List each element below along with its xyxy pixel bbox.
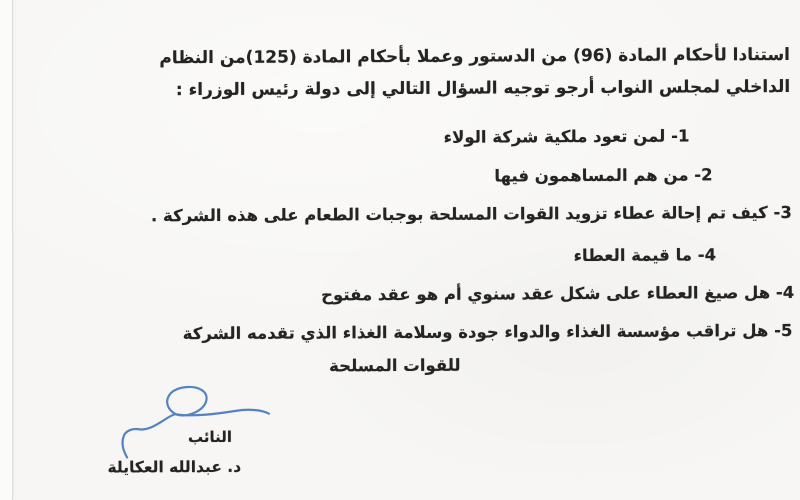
preamble-line-1: استنادا لأحكام المادة (96) من الدستور وعملا بأحكام المادة (125)من النظام xyxy=(159,44,791,69)
question-line-6: 5- هل تراقب مؤسسة الغذاء والدواء جودة وسلامة الغذاء الذي تقدمه الشركة xyxy=(182,320,793,344)
question-line-1: 1- لمن تعود ملكية شركة الولاء xyxy=(443,126,690,147)
signatory-name: د. عبدالله العكايلة xyxy=(107,457,242,477)
signatory-title: النائب xyxy=(187,427,233,447)
question-line-6-continuation: للقوات المسلحة xyxy=(329,355,461,376)
preamble-line-2: الداخلي لمجلس النواب أرجو توجيه السؤال التالي إلى دولة رئيس الوزراء : xyxy=(175,76,791,101)
question-line-3: 3- كيف تم إحالة عطاء تزويد القوات المسلحة بوجبات الطعام على هذه الشركة . xyxy=(150,202,792,226)
signature-handwriting-icon xyxy=(96,383,441,470)
question-line-4: 4- ما قيمة العطاء xyxy=(573,245,717,266)
question-line-2: 2- من هم المساهمون فيها xyxy=(494,165,713,186)
question-line-5: 4- هل صيغ العطاء على شكل عقد سنوي أم هو عقد مفتوح xyxy=(321,282,795,305)
